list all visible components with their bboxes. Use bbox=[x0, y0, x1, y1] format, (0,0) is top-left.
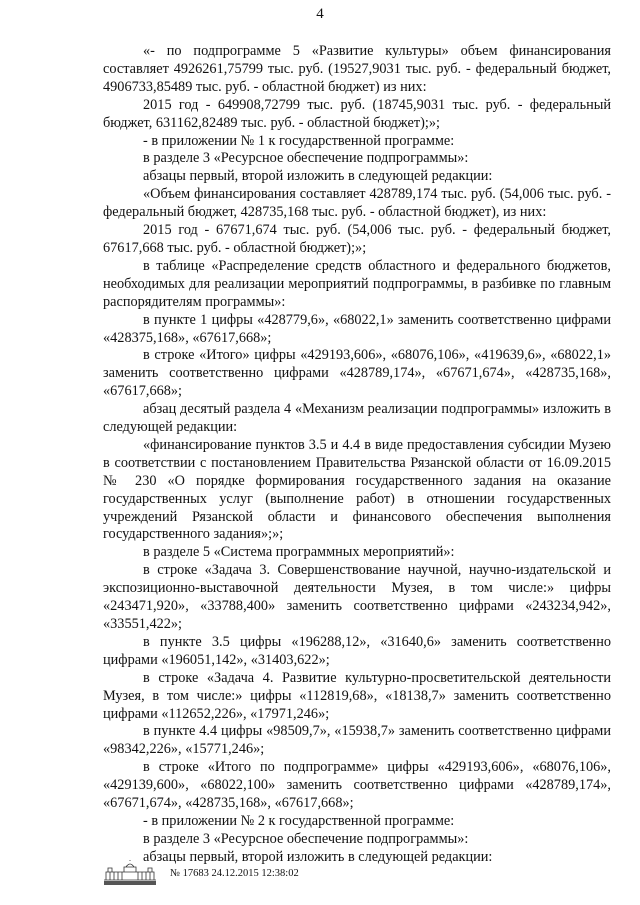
paragraph: - в приложении № 1 к государственной программе: bbox=[143, 132, 455, 149]
paragraph: 2015 год - 67671,674 тыс. руб. (54,006 тыс. руб. - федеральный бюджет, 67617,668 тыс. руб. - областной бюджет);»; bbox=[103, 222, 611, 256]
document-body bbox=[103, 43, 611, 867]
paragraph: в строке «Итого по подпрограмме» цифры «429193,606», «68076,106», «429139,600», «68022,100» заменить соответственно цифрами «428789,174», «67671,674», «428735,168», «67617,668»; bbox=[103, 759, 611, 812]
paragraph: абзацы первый, второй изложить в следующей редакции: bbox=[143, 848, 493, 865]
paragraph: «Объем финансирования составляет 428789,174 тыс. руб. (54,006 тыс. руб. - федеральный бюджет, 428735,168 тыс. руб. - областной бюджет), из них: bbox=[103, 186, 611, 221]
building-emblem-icon bbox=[100, 860, 160, 886]
page-number: 4 bbox=[316, 6, 324, 22]
paragraph: «- по подпрограмме 5 «Развитие культуры» объем финансирования составляет 4926261,75799 тыс. руб. (19527,9031 тыс. руб. - федеральный бюджет, 4906733,85489 тыс. руб. - областной бюджет) из них: bbox=[103, 43, 611, 95]
paragraph: в строке «Задача 3. Совершенствование научной, научно-издательской и экспозиционно-выставочной деятельности Музея, в том числе:» цифры «243471,920», «33788,400» заменить соответственно цифрами «243234,942», «33551,422»; bbox=[103, 562, 611, 632]
paragraph: в таблице «Распределение средств областного и федерального бюджетов, необходимых для реализации мероприятий подпрограммы, в разбивке по главным распорядителям программы»: bbox=[103, 257, 611, 310]
paragraph: абзацы первый, второй изложить в следующей редакции: bbox=[143, 168, 493, 185]
paragraph: в пункте 3.5 цифры «196288,12», «31640,6» заменить соответственно цифрами «196051,142», «31403,622»; bbox=[103, 633, 611, 668]
paragraph: в разделе 3 «Ресурсное обеспечение подпрограммы»: bbox=[143, 830, 469, 847]
paragraph: в разделе 5 «Система программных мероприятий»: bbox=[143, 544, 455, 561]
registration-stamp: № 17683 24.12.2015 12:38:02 bbox=[170, 868, 299, 879]
paragraph: - в приложении № 2 к государственной программе: bbox=[143, 812, 455, 829]
paragraph: в пункте 1 цифры «428779,6», «68022,1» заменить соответственно цифрами «428375,168», «67617,668»; bbox=[103, 311, 611, 346]
paragraph: в пункте 4.4 цифры «98509,7», «15938,7» заменить соответственно цифрами «98342,226», «15771,246»; bbox=[103, 723, 611, 758]
document-footer bbox=[100, 860, 520, 888]
paragraph: абзац десятый раздела 4 «Механизм реализации подпрограммы» изложить в следующей редакции: bbox=[103, 401, 611, 436]
paragraph: «финансирование пунктов 3.5 и 4.4 в виде предоставления субсидии Музею в соответствии с постановлением Правительства Рязанской области от 16.09.2015 № 230 «О порядке формирования государственного задания на оказание государственных услуг (выполнение работ) в отношении государственных учреждений Рязанской области и финансового обеспечения выполнения государственного задания»;»; bbox=[103, 436, 611, 543]
paragraph: в строке «Итого» цифры «429193,606», «68076,106», «419639,6», «68022,1» заменить соответственно цифрами «428789,174», «67671,674», «428735,168», «67617,668»; bbox=[103, 347, 611, 400]
paragraph: 2015 год - 649908,72799 тыс. руб. (18745,9031 тыс. руб. - федеральный бюджет, 631162,82489 тыс. руб. - областной бюджет);»; bbox=[103, 96, 611, 131]
paragraph: в разделе 3 «Ресурсное обеспечение подпрограммы»: bbox=[143, 150, 469, 167]
paragraph: в строке «Задача 4. Развитие культурно-просветительской деятельности Музея, в том числе:» цифры «112819,68», «18138,7» заменить соответственно цифрами «112652,226», «17971,246»; bbox=[103, 669, 611, 722]
